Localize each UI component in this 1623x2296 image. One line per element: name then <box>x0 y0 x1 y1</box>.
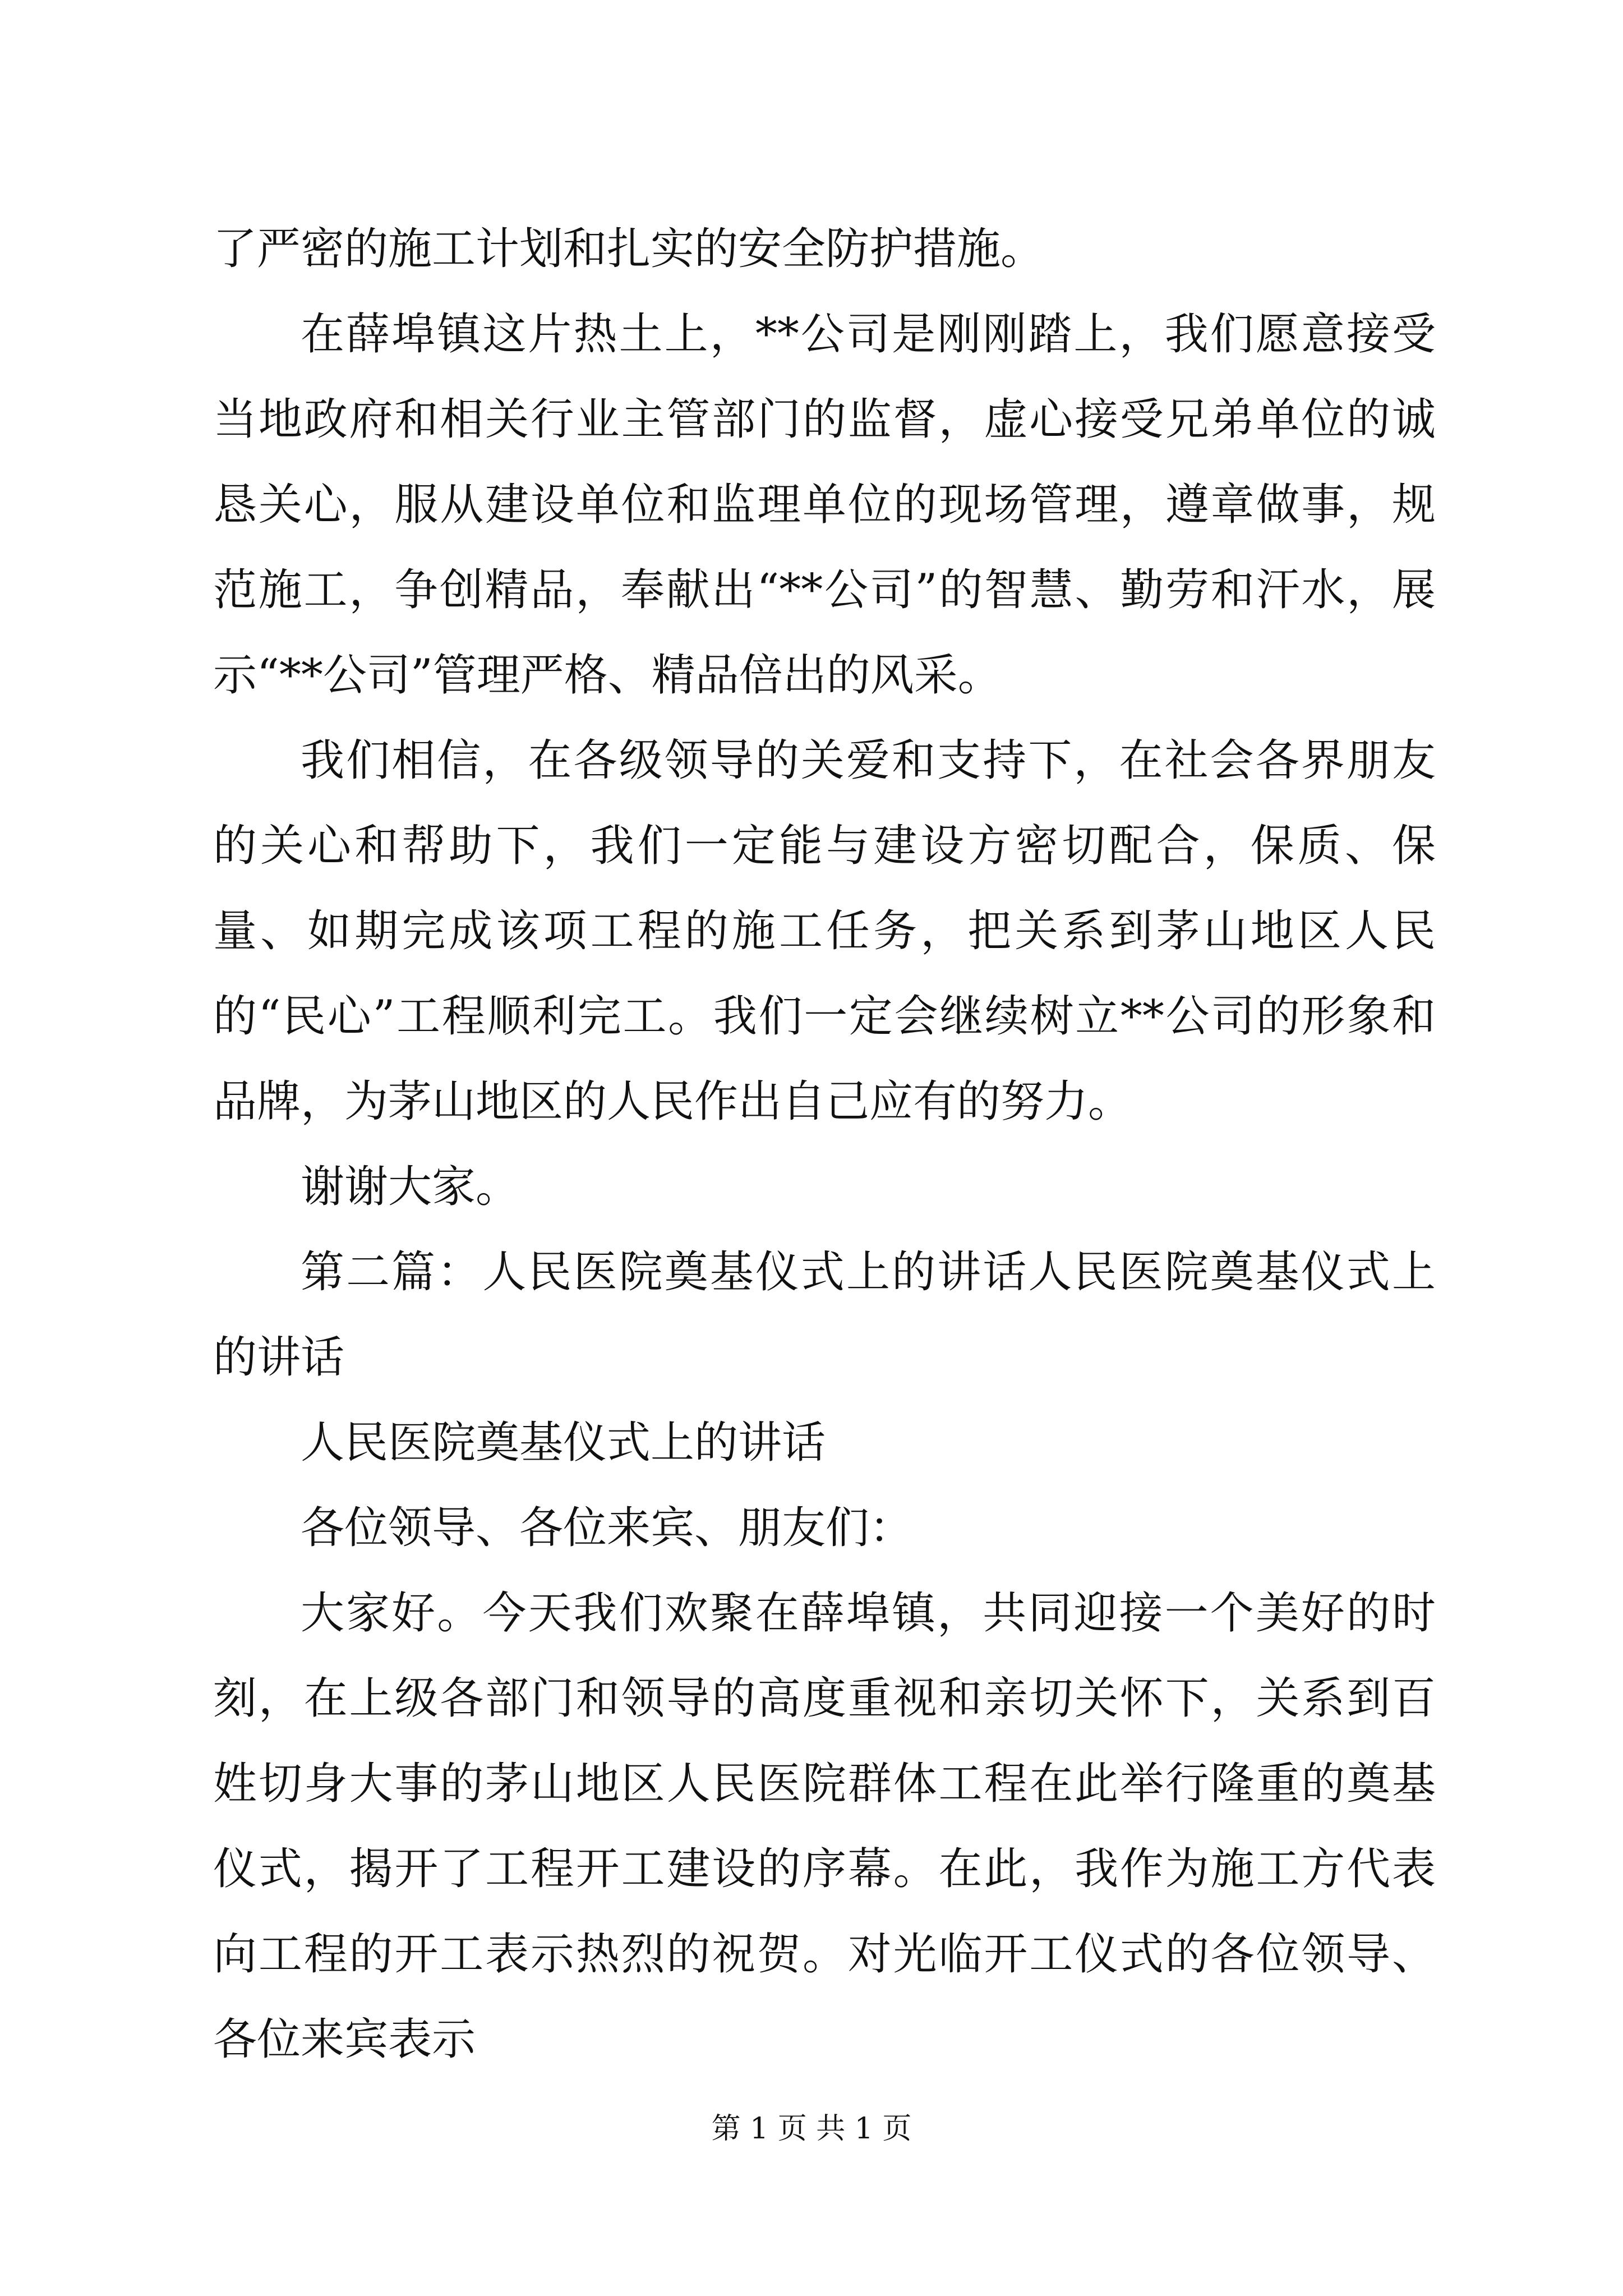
page-footer <box>0 2109 1623 2148</box>
paragraph-confidence: 我们相信，在各级领导的关爱和支持下，在社会各界朋友的关心和帮助下，我们一定能与建设方密切配合，保质、保量、如期完成该项工程的施工任务，把关系到茅山地区人民的“民心”工程顺利完工。我们一定会继续树立**公司的形象和品牌，为茅山地区的人民作出自己应有的努力。 <box>213 735 1436 1127</box>
speech-salutation: 各位领导、各位来宾、朋友们： <box>301 1503 914 1553</box>
paragraph-continuation: 了严密的施工计划和扎实的安全防护措施。 <box>213 224 1045 274</box>
page-number-label: 第 1 页 共 1 页 <box>711 2112 912 2146</box>
document-body <box>213 206 1436 2082</box>
paragraph-company-commitment: 在薛埠镇这片热土上，**公司是刚刚踏上，我们愿意接受当地政府和相关行业主管部门的监督，虚心接受兄弟单位的诚恳关心，服从建设单位和监理单位的现场管理，遵章做事，规范施工，争创精品，奉献出“**公司”的智慧、勤劳和汗水，展示“**公司”管理严格、精品倍出的风采。 <box>213 309 1436 701</box>
section-heading-second-article: 第二篇：人民医院奠基仪式上的讲话人民医院奠基仪式上的讲话 <box>213 1247 1436 1383</box>
paragraph-greeting: 大家好。今天我们欢聚在薛埠镇，共同迎接一个美好的时刻，在上级各部门和领导的高度重视和亲切关怀下，关系到百姓切身大事的茅山地区人民医院群体工程在此举行隆重的奠基仪式，揭开了工程开工建设的序幕。在此，我作为施工方代表向工程的开工表示热烈的祝贺。对光临开工仪式的各位领导、各位来宾表示 <box>213 1588 1436 2065</box>
speech-title: 人民医院奠基仪式上的讲话 <box>301 1418 826 1468</box>
paragraph-thanks: 谢谢大家。 <box>301 1162 520 1212</box>
